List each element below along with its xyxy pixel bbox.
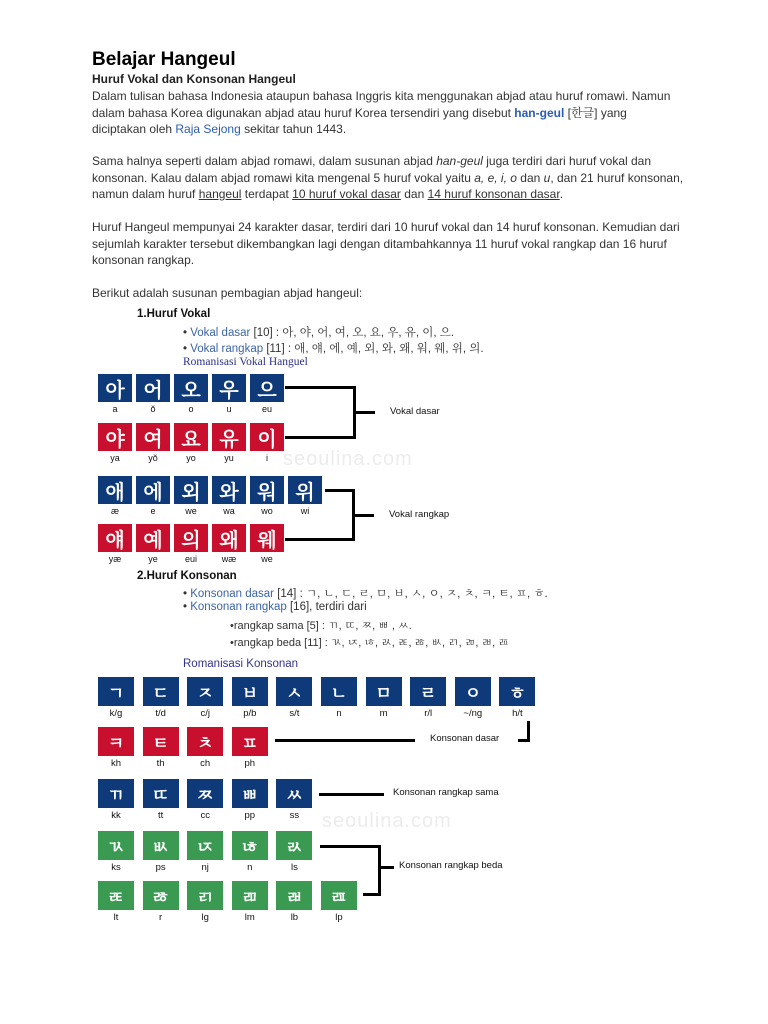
text: konsonan. Kalau dalam abjad romawi kita mengenal 5 huruf vokal yaitu [92,170,475,185]
vowel-romanization: i [266,453,268,463]
vowel-tile: 우 [212,374,246,402]
p2-line-2 [92,170,732,187]
vowel-tile: 에 [136,476,170,504]
text: dan [516,170,544,185]
consonant-romanization: k/g [109,708,123,719]
text: terdapat [241,187,293,201]
consonant-romanization: t/d [155,708,166,719]
consonant-tile: ㅇ [455,677,491,706]
text: [16], terdiri dari [286,601,367,613]
vowel-tile: 외 [174,476,208,504]
consonant-romanization: m [379,708,388,719]
consonant-tile: ㄼ [276,881,312,910]
consonant-tile: ㄸ [143,779,179,808]
vowel-romanization: a [112,404,118,414]
consonant-romanization: lg [201,912,209,923]
text: . [559,187,564,201]
bracket-line [275,739,415,742]
vokal-rangkap-bullet: • Vokal rangkap [11] : 애, 얘, 에, 예, 외, 와, 왜, 워, 웨, 위, 의. [183,343,484,355]
consonant-tile: ㅈ [187,677,223,706]
consonant-romanization: nj [201,862,209,873]
vowel-romanization: ye [148,554,158,564]
bracket-line [320,845,380,848]
intro-paragraph [92,88,732,138]
vowel-romanization: yŏ [148,453,158,463]
konsonan-heading: 2.Huruf Konsonan [137,570,237,582]
consonant-tile: ㄶ [232,831,268,860]
vowel-tile: 예 [136,524,170,552]
bracket-line [285,436,355,439]
consonant-romanization: n [336,708,342,719]
consonant-tile: ㄺ [187,881,223,910]
raja-sejong-link[interactable]: Raja Sejong [175,122,241,136]
vowel-tile: 요 [174,423,208,451]
consonant-romanization: s/t [289,708,300,719]
vokal-dasar-bullet: • Vokal dasar [10] : 아, 야, 어, 여, 오, 요, 우, 유, 이, 으. [183,327,455,339]
vowel-romanization: we [261,554,273,564]
vowel-tile: 으 [250,374,284,402]
vowel-tile: 오 [174,374,208,402]
konsonan-rangkap-link[interactable]: Konsonan rangkap [190,601,287,613]
consonant-tile: ㄳ [98,831,134,860]
text: [10] : 아, 야, 어, 여, 오, 요, 우, 유, 이, 으. [250,327,455,339]
consonant-tile: ㄷ [143,677,179,706]
consonant-tile: ㅌ [143,727,179,756]
text: juga terdiri dari huruf vokal dan [482,154,652,168]
consonant-romanization: n [247,862,253,873]
bracket-label-vokal-rangkap: Vokal rangkap [389,509,450,520]
vokal-caption: Romanisasi Vokal Hanguel [183,356,308,368]
consonant-tile: ㅋ [98,727,134,756]
text-italic: u [543,170,551,185]
paragraph-2 [92,153,732,203]
bracket-label-konsonan-rangkap-sama: Konsonan rangkap sama [393,787,499,798]
konsonan-dasar-link[interactable]: Konsonan dasar [190,588,274,600]
vowel-romanization: wi [300,506,310,516]
consonant-tile: ㄿ [321,881,357,910]
consonant-romanization: lm [244,912,255,923]
p3-line-2: sejumlah karakter tersebut dikembangkan lagi dengan ditambahkannya 11 huruf vokal rangkap dan 16 huruf [92,236,667,251]
vowel-romanization: u [226,404,232,414]
vowel-romanization: ŏ [150,404,156,414]
text: [14] : ㄱ, ㄴ, ㄷ, ㄹ, ㅁ, ㅂ, ㅅ, ㅇ, ㅈ, ㅊ, ㅋ, ㅌ, ㅍ, ㅎ. [274,588,548,600]
consonant-romanization: tt [157,810,164,821]
vowel-romanization: yu [224,453,234,463]
consonant-tile: ㅎ [499,677,535,706]
text-italic: han-geul [436,154,483,168]
consonant-tile: ㄱ [98,677,134,706]
p2-line-3 [92,186,732,203]
bracket-line [518,739,530,742]
vowel-tile: 의 [174,524,208,552]
consonant-romanization: kh [110,758,122,769]
consonant-romanization: pp [244,810,256,821]
consonant-romanization: ss [289,810,300,821]
vokal-dasar-link[interactable]: Vokal dasar [190,327,251,339]
vowel-tile: 유 [212,423,246,451]
bracket-label-konsonan-dasar: Konsonan dasar [430,733,500,744]
vowel-tile: 야 [98,423,132,451]
consonant-romanization: th [156,758,165,769]
consonant-romanization: cc [200,810,210,821]
consonant-tile: ㅃ [232,779,268,808]
consonant-tile: ㄾ [98,881,134,910]
consonant-romanization: ch [200,758,211,769]
vowel-tile: 위 [288,476,322,504]
vowel-tile: 어 [136,374,170,402]
vowel-romanization: o [188,404,194,414]
consonant-romanization: p/b [243,708,257,719]
watermark: seoulina.com [322,810,452,832]
vowel-tile: 여 [136,423,170,451]
consonant-tile: ㄹ [410,677,446,706]
consonant-romanization: r [159,912,163,923]
vowel-tile: 와 [212,476,246,504]
vokal-rangkap-link[interactable]: Vokal rangkap [190,343,264,355]
vowel-romanization: eui [184,554,197,564]
text: diciptakan oleh [92,122,176,136]
consonant-tile: ㅍ [232,727,268,756]
consonant-romanization: ls [290,862,298,873]
consonant-romanization: c/j [200,708,210,719]
vokal-heading: 1.Huruf Vokal [137,308,211,320]
consonant-tile: ㄵ [187,831,223,860]
consonant-romanization: lb [290,912,299,923]
bracket-label-konsonan-rangkap-beda: Konsonan rangkap beda [399,860,503,871]
paragraph-4: Berikut adalah susunan pembagian abjad hangeul: [92,286,363,300]
rangkap-beda-bullet: •rangkap beda [11] : ㄳ, ㄵ, ㄶ, ㄽ, ㄾ, ㅀ, ㅄ, ㄺ, ㄻ, ㄼ, ㄿ [230,637,509,649]
vowel-romanization: æ [110,506,119,516]
watermark: seoulina.com [283,448,413,470]
text: sekitar tahun 1443. [240,122,347,136]
bracket-line [285,386,355,389]
text: Sama halnya seperti dalam abjad romawi, dalam susunan abjad [92,154,437,168]
consonant-tile: ㄻ [232,881,268,910]
consonant-tile: ㄲ [98,779,134,808]
text: , dan 21 huruf konsonan, [550,170,684,185]
vowel-romanization: wo [261,506,273,516]
konsonan-caption: Romanisasi Konsonan [183,658,299,670]
consonant-tile: ㅆ [276,779,312,808]
consonant-tile: ㄴ [321,677,357,706]
consonant-romanization: ~/ng [463,708,483,719]
consonant-tile: ㅉ [187,779,223,808]
consonant-tile: ㅅ [276,677,312,706]
bracket-line [325,489,353,492]
consonant-tile: ㅂ [232,677,268,706]
vowel-tile: 이 [250,423,284,451]
vowel-romanization: yæ [108,554,122,564]
konsonan-rangkap-bullet: • Konsonan rangkap [16], terdiri dari [183,601,367,613]
consonant-tile: ㅄ [143,831,179,860]
vowel-romanization: wæ [221,554,237,564]
bracket-line [378,845,381,896]
vowel-tile: 얘 [98,524,132,552]
bracket-line [354,514,374,517]
vowel-romanization: ya [110,453,120,463]
text: dalam bahasa Korea digunakan abjad atau huruf Korea tersendiri yang disebut [92,105,515,120]
konsonan-dasar-bullet: • Konsonan dasar [14] : ㄱ, ㄴ, ㄷ, ㄹ, ㅁ, ㅂ, ㅅ, ㅇ, ㅈ, ㅊ, ㅋ, ㅌ, ㅍ, ㅎ. [183,588,548,600]
vowel-romanization: e [150,506,156,516]
vowel-romanization: we [185,506,197,516]
page-subtitle: Huruf Vokal dan Konsonan Hangeul [92,72,296,86]
consonant-romanization: lp [335,912,343,923]
bracket-line [355,411,375,414]
consonant-tile: ㅀ [143,881,179,910]
bracket-line [285,538,353,541]
consonant-romanization: h/t [512,708,523,719]
han-geul-link[interactable]: han-geul [514,105,565,120]
p3-line-3: konsonan rangkap. [92,253,195,267]
bracket-line [380,866,394,869]
consonant-romanization: ph [244,758,256,769]
consonant-tile: ㄽ [276,831,312,860]
text-italic: a, e, i, o [474,170,517,185]
vowel-romanization: wa [223,506,235,516]
consonant-tile: ㅊ [187,727,223,756]
text-underlined: 14 huruf konsonan dasar [427,187,560,201]
rangkap-sama-bullet: •rangkap sama [5] : ㄲ, ㄸ, ㅉ, ㅃ , ㅆ. [230,620,412,632]
vowel-tile: 애 [98,476,132,504]
text-underlined: 10 huruf vokal dasar [292,187,401,201]
vowel-romanization: eu [261,404,272,414]
vowel-tile: 웨 [250,524,284,552]
p3-line-1: Huruf Hangeul mempunyai 24 karakter dasar, terdiri dari 10 huruf vokal dan 14 huruf konsonan. Kemudian dari [92,220,680,234]
vowel-tile: 워 [250,476,284,504]
text: dan [400,187,428,201]
paragraph-3 [92,219,732,269]
p2-line-1 [92,153,732,170]
consonant-romanization: r/l [424,708,433,719]
consonant-romanization: ks [111,862,121,873]
text: namun dalam huruf [92,187,199,201]
consonant-tile: ㅁ [366,677,402,706]
bracket-label-vokal-dasar: Vokal dasar [390,406,440,417]
intro-line-3 [92,121,732,138]
text-underlined: hangeul [198,187,242,201]
consonant-romanization: lt [113,912,119,923]
vowel-tile: 아 [98,374,132,402]
bracket-line [319,793,384,796]
text: [11] : 애, 얘, 에, 예, 외, 와, 왜, 워, 웨, 위, 의. [263,343,484,355]
consonant-romanization: ps [155,862,166,873]
vowel-romanization: yo [186,453,196,463]
intro-line-1: Dalam tulisan bahasa Indonesia ataupun bahasa Inggris kita menggunakan abjad atau huruf romawi. Namun [92,89,671,103]
page-title: Belajar Hangeul [92,49,236,70]
text: [한글] yang [564,105,627,120]
intro-line-2 [92,105,732,122]
consonant-romanization: kk [111,810,121,821]
vowel-tile: 왜 [212,524,246,552]
